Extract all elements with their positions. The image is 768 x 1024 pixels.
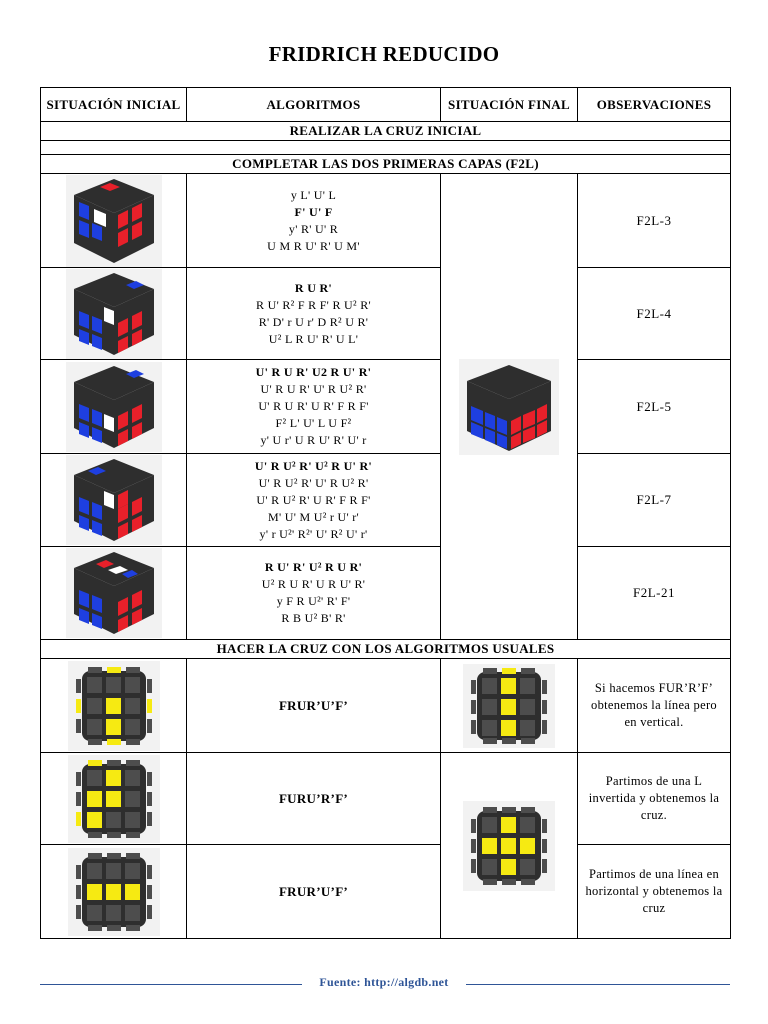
header-observaciones: OBSERVACIONES <box>578 88 731 122</box>
algorithm-line: y' R' U' R <box>288 221 339 236</box>
algorithm-line: U M R U' R' U M' <box>267 238 360 253</box>
cube-f2l-5-image <box>66 362 162 452</box>
algorithm-cell <box>187 659 441 753</box>
algorithm-line: y L' U' L <box>290 187 337 202</box>
algorithm-line: y' U r' U R U' R' U' r <box>260 433 367 447</box>
algorithm-line: R' D' r U r' D R² U R' <box>258 314 369 329</box>
algorithm-line: M' U' M U² r U' r' <box>268 509 359 524</box>
situacion-inicial-cell <box>41 174 187 268</box>
situacion-inicial-cell <box>41 268 187 360</box>
table-row <box>41 360 731 454</box>
algorithm-cell <box>187 547 441 640</box>
footer <box>0 975 768 995</box>
algorithm-cell <box>187 753 441 845</box>
observation-cell: F2L-21 <box>578 547 731 640</box>
algorithm-cell <box>187 268 441 360</box>
page-title: FRIDRICH REDUCIDO <box>268 42 500 66</box>
section-f2l: COMPLETAR LAS DOS PRIMERAS CAPAS (F2L) <box>41 155 731 174</box>
observation-cell: F2L-5 <box>578 360 731 454</box>
algorithm-cell <box>187 454 441 547</box>
algorithm-line: y F R U²' R' F' <box>276 594 351 608</box>
algorithm-line: F' U' F <box>294 204 333 219</box>
table-row <box>41 268 731 360</box>
situacion-final-cell <box>441 659 578 753</box>
algorithm-line: R U R' <box>294 280 333 295</box>
algorithm-cell <box>187 845 441 939</box>
algorithm-table <box>40 87 731 939</box>
algorithm-cell <box>187 174 441 268</box>
cube-f2l-3-image <box>66 175 162 267</box>
algorithm-line: F² L' U' L U F² <box>275 416 352 430</box>
algorithm-line: U² R U R' U R U' R' <box>261 577 366 591</box>
algorithm-line: U' R U R' U R' F R F' <box>258 399 369 413</box>
algorithm-line: FRUR’U’F’ <box>278 884 349 899</box>
algorithm-line: y' r U²' R²' U' R² U' r' <box>259 526 368 541</box>
algorithm-line: R U' R² F R F' R U² R' <box>256 297 371 312</box>
situacion-inicial-cell <box>41 360 187 454</box>
algorithm-line: U' R U² R' U² R U' R' <box>254 458 373 473</box>
algorithm-line: U² L R U' R' U L' <box>268 331 359 346</box>
algorithm-line: R B U² B' R' <box>281 611 346 625</box>
observation-cell: Partimos de una L invertida y obtenemos la cruz. <box>578 753 731 845</box>
table-row <box>41 454 731 547</box>
situacion-inicial-cell <box>41 845 187 939</box>
top-face-vertical-line-image <box>68 661 160 751</box>
header-situacion-final: SITUACIÓN FINAL <box>441 88 578 122</box>
cube-f2l-solved-image <box>459 359 559 455</box>
algorithm-line: FURU’R’F’ <box>278 791 349 806</box>
observation-cell: F2L-4 <box>578 268 731 360</box>
algorithm-cell <box>187 360 441 454</box>
algorithm-line: FRUR’U’F’ <box>278 698 349 713</box>
situacion-inicial-cell <box>41 659 187 753</box>
footer-source-link[interactable]: Fuente: http://algdb.net <box>319 975 449 989</box>
algorithm-line: U' R U R' U2 R U' R' <box>255 365 372 379</box>
situacion-inicial-cell <box>41 753 187 845</box>
observation-cell: F2L-7 <box>578 454 731 547</box>
situacion-inicial-cell <box>41 547 187 640</box>
section-oll-cross: HACER LA CRUZ CON LOS ALGORITMOS USUALES <box>41 640 731 659</box>
table-row <box>41 659 731 753</box>
top-face-inverted-l-image <box>68 755 160 843</box>
algorithm-line: U' R U² R' U R' F R F' <box>256 492 371 507</box>
observation-cell: Partimos de una línea en horizontal y obtenemos la cruz <box>578 845 731 939</box>
algorithm-line: U' R U² R' U' R U² R' <box>258 475 369 490</box>
cube-f2l-21-image <box>66 548 162 638</box>
cube-f2l-4-image <box>66 269 162 359</box>
algorithm-line: R U' R' U² R U R' <box>264 560 363 574</box>
table-row <box>41 174 731 268</box>
cube-f2l-7-image <box>66 455 162 545</box>
empty-row <box>41 141 731 155</box>
algorithm-line: U' R U R' U' R U² R' <box>260 382 367 396</box>
top-face-line-result-image <box>463 664 555 748</box>
observation-cell: Si hacemos FUR’R’F’ obtenemos la línea pero en vertical. <box>578 659 731 753</box>
situacion-final-cell <box>441 174 578 640</box>
situacion-final-cell <box>441 753 578 939</box>
top-face-horizontal-line-image <box>68 848 160 936</box>
situacion-inicial-cell <box>41 454 187 547</box>
section-cruz-inicial: REALIZAR LA CRUZ INICIAL <box>41 122 731 141</box>
observation-cell: F2L-3 <box>578 174 731 268</box>
header-situacion-inicial: SITUACIÓN INICIAL <box>41 88 187 122</box>
table-row <box>41 845 731 939</box>
table-row <box>41 547 731 640</box>
table-row <box>41 753 731 845</box>
top-face-cross-result-image <box>463 801 555 891</box>
header-algoritmos: ALGORITMOS <box>187 88 441 122</box>
